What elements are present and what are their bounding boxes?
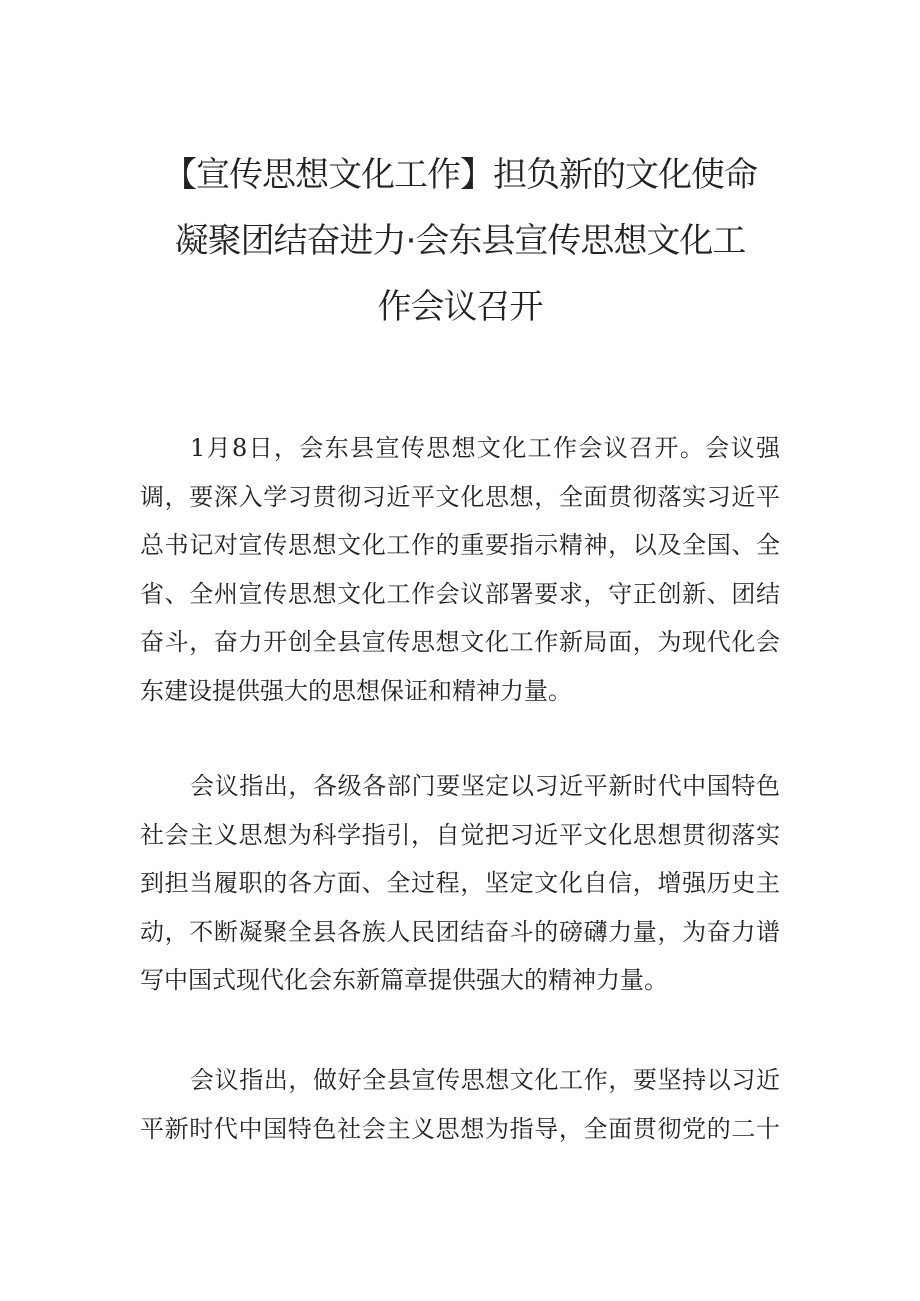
title-line: 【宣传思想文化工作】担负新的文化使命 bbox=[163, 155, 757, 195]
paragraph-line: 社会主义思想为科学指引，自觉把习近平文化思想贯彻落实 bbox=[140, 820, 780, 849]
paragraph-line: 会议指出，做好全县宣传思想文化工作，要坚持以习近 bbox=[190, 1066, 780, 1094]
paragraph bbox=[140, 1056, 780, 1153]
paragraph-line: 东建设提供强大的思想保证和精神力量。 bbox=[140, 676, 572, 705]
paragraph-line: 1月8日，会东县宣传思想文化工作会议召开。会议强 bbox=[190, 434, 780, 462]
title-line: 凝聚团结奋进力·会东县宣传思想文化工 bbox=[174, 221, 746, 261]
document-title bbox=[140, 142, 780, 340]
paragraph-line: 平新时代中国特色社会主义思想为指导，全面贯彻党的二十 bbox=[140, 1114, 780, 1143]
paragraph-line: 写中国式现代化会东新篇章提供强大的精神力量。 bbox=[140, 966, 668, 994]
paragraph-line: 会议指出，各级各部门要坚定以习近平新时代中国特色 bbox=[190, 772, 780, 800]
paragraph-line: 奋斗，奋力开创全县宣传思想文化工作新局面，为现代化会 bbox=[140, 628, 780, 656]
paragraph bbox=[140, 424, 780, 715]
paragraph-line: 动，不断凝聚全县各族人民团结奋斗的磅礴力量，为奋力谱 bbox=[140, 917, 780, 946]
paragraph-line: 调，要深入学习贯彻习近平文化思想，全面贯彻落实习近平 bbox=[140, 482, 780, 511]
paragraph-line: 总书记对宣传思想文化工作的重要指示精神，以及全国、全 bbox=[140, 531, 780, 559]
title-line: 作会议召开 bbox=[377, 287, 543, 327]
paragraph bbox=[140, 762, 780, 1005]
paragraph-line: 到担当履职的各方面、全过程，坚定文化自信，增强历史主 bbox=[140, 869, 780, 897]
paragraph-line: 省、全州宣传思想文化工作会议部署要求，守正创新、团结 bbox=[140, 579, 780, 608]
